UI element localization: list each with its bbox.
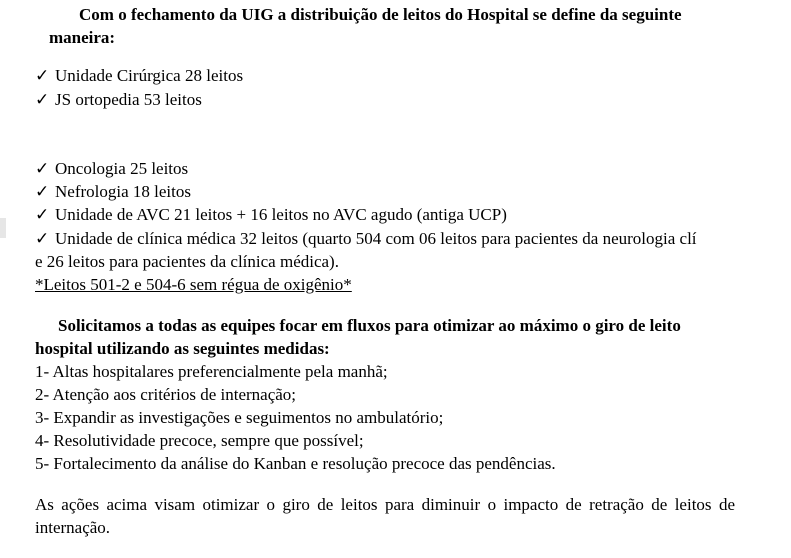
conclusion-line-2: internação. (35, 518, 111, 537)
measure-item-3: 3- Expandir as investigações e seguimentos no ambulatório; (35, 408, 444, 427)
list-item-label: Unidade Cirúrgica 28 leitos (55, 66, 244, 85)
list-item-label: Unidade de AVC 21 leitos + 16 leitos no AVC agudo (antiga UCP) (55, 205, 507, 224)
checkmark-icon: ✓ (35, 90, 50, 109)
list-item-continuation: e 26 leitos para pacientes da clínica médica). (35, 252, 339, 271)
checkmark-icon: ✓ (35, 205, 50, 224)
measure-item-2: 2- Atenção aos critérios de internação; (35, 385, 297, 404)
list-item-label: Oncologia 25 leitos (55, 159, 189, 178)
list-item-nefrologia (35, 180, 191, 203)
checkmark-icon: ✓ (35, 159, 50, 178)
list-item-label: Unidade de clínica médica 32 leitos (quarto 504 com 06 leitos para pacientes da neurologia clí (55, 229, 697, 248)
measure-item-1: 1- Altas hospitalares preferencialmente pela manhã; (35, 362, 388, 381)
list-item-label: JS ortopedia 53 leitos (55, 90, 202, 109)
checkmark-icon: ✓ (35, 229, 50, 248)
list-item-unidade-cirurgica (35, 64, 243, 87)
request-line-1: Solicitamos a todas as equipes focar em fluxos para otimizar ao máximo o giro de leito (58, 316, 681, 335)
measure-item-4: 4- Resolutividade precoce, sempre que possível; (35, 431, 364, 450)
request-line-2: hospital utilizando as seguintes medidas: (35, 339, 330, 358)
page-edge-mark (0, 218, 6, 238)
list-item-label: Nefrologia 18 leitos (55, 182, 191, 201)
conclusion-line-1: As ações acima visam otimizar o giro de leitos para diminuir o impacto de retração de leitos de (35, 495, 735, 514)
header-line-1: Com o fechamento da UIG a distribuição de leitos do Hospital se define da seguinte (79, 5, 682, 24)
list-item-unidade-avc (35, 203, 507, 226)
checkmark-icon: ✓ (35, 182, 50, 201)
measure-item-5: 5- Fortalecimento da análise do Kanban e resolução precoce das pendências. (35, 454, 556, 473)
list-item-clinica-medica (35, 227, 697, 250)
checkmark-icon: ✓ (35, 66, 50, 85)
list-item-js-ortopedia (35, 88, 202, 111)
oxygen-note: *Leitos 501-2 e 504-6 sem régua de oxigênio* (35, 275, 352, 294)
header-line-2: maneira: (49, 28, 116, 47)
list-item-oncologia (35, 157, 188, 180)
